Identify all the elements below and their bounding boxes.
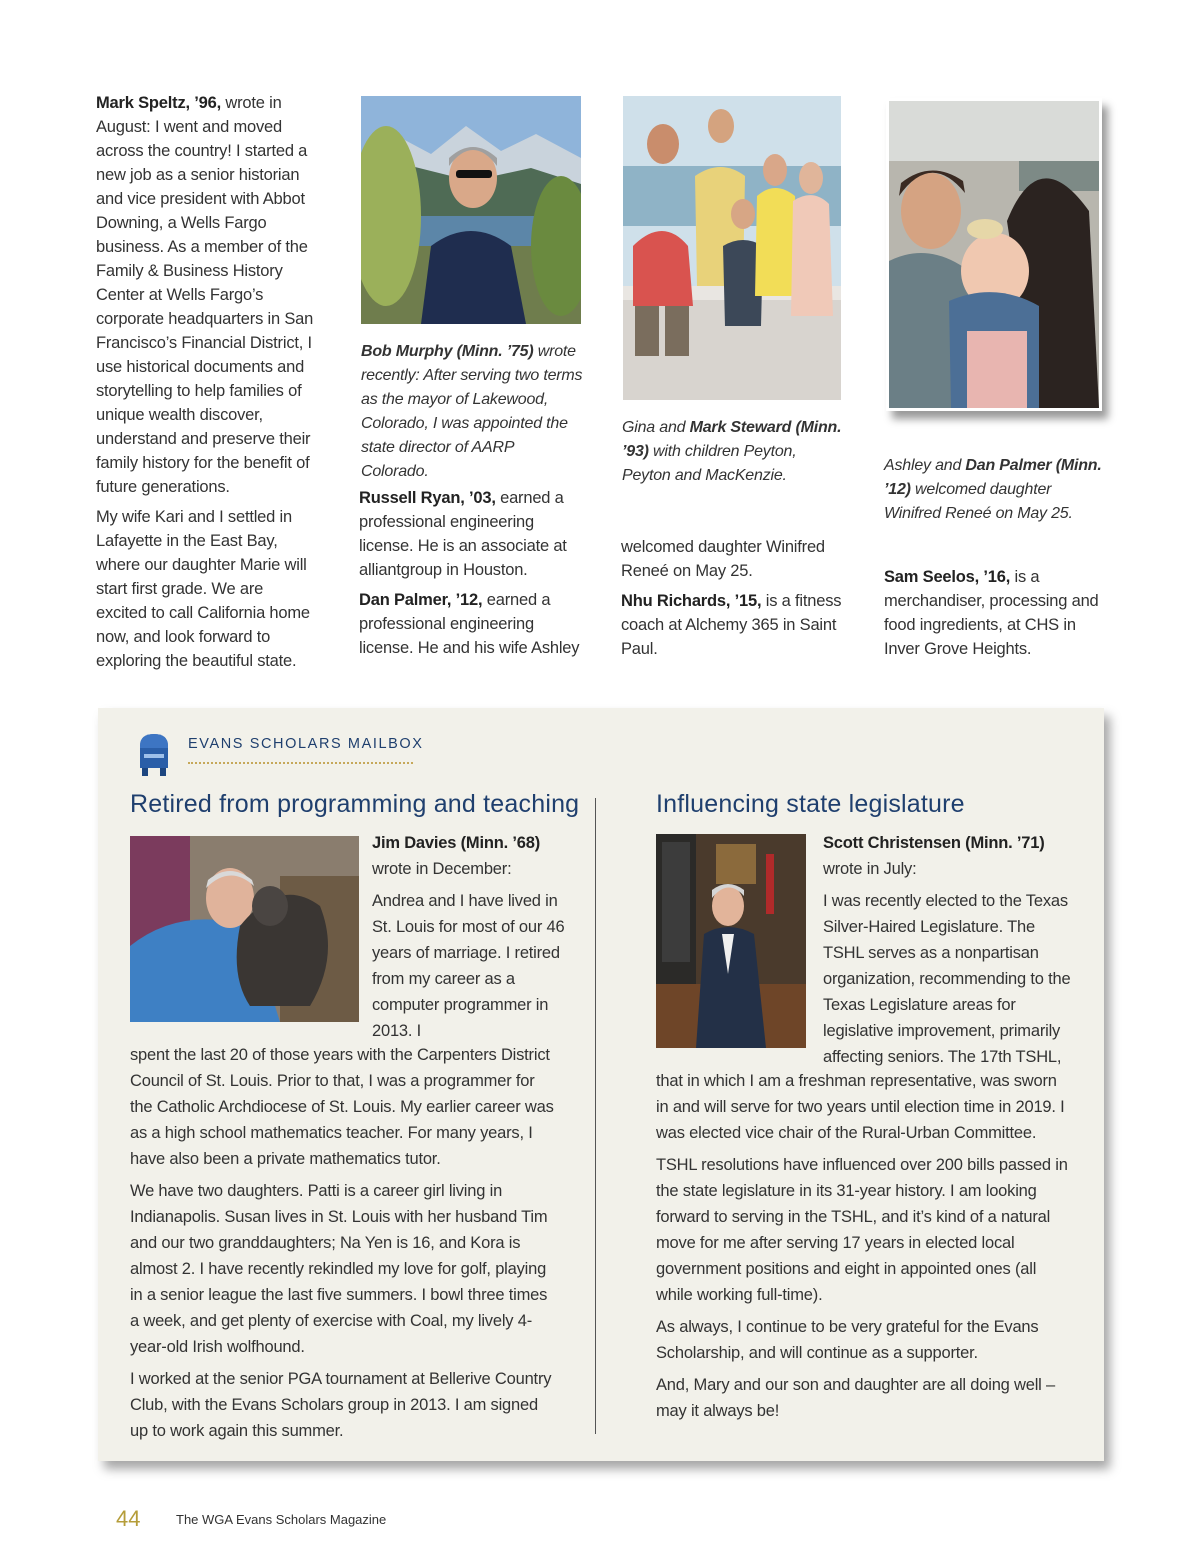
alumni-name: Dan Palmer, ’12, bbox=[359, 591, 483, 609]
caption-text: Gina and bbox=[622, 419, 690, 436]
caption-text: with children Peyton, Peyton and MacKenzie. bbox=[622, 443, 797, 484]
jim-davies-paragraph-1-wrap: Andrea and I have lived in St. Louis for most of our 46 years of marriage. I retired from my career as a computer programmer in 2013. I bbox=[372, 892, 565, 1040]
caption-mark-steward bbox=[622, 416, 844, 488]
alumni-name: Jim Davies (Minn. ’68) bbox=[372, 834, 540, 852]
photo-palmer-family bbox=[886, 98, 1102, 411]
alumni-name: Russell Ryan, ’03, bbox=[359, 489, 496, 507]
caption-text: Ashley and bbox=[884, 457, 966, 474]
scott-christensen-paragraph-3: As always, I continue to be very grateful for the Evans Scholarship, and will continue as a supporter. bbox=[656, 1318, 1039, 1362]
photo-scott-christensen bbox=[656, 834, 806, 1048]
heading-influencing: Influencing state legislature bbox=[656, 790, 965, 818]
photo-jim-davies bbox=[130, 836, 359, 1022]
scott-christensen-byline bbox=[823, 830, 1073, 882]
magazine-title: The WGA Evans Scholars Magazine bbox=[176, 1512, 387, 1527]
mailbox-label: EVANS SCHOLARS MAILBOX bbox=[188, 736, 424, 752]
note-russell-ryan bbox=[359, 486, 581, 582]
scott-christensen-paragraph-4: And, Mary and our son and daughter are all doing well – may it always be! bbox=[656, 1376, 1056, 1420]
jim-davies-paragraph-1: spent the last 20 of those years with the Carpenters District Council of St. Louis. Prior to that, I was a programmer for the Catholic Archdiocese of St. Louis. My earlier career was as a high school mathematics teacher. For many years, I have also been a private mathematics tutor. bbox=[130, 1046, 554, 1168]
alumni-name: Sam Seelos, ’16, bbox=[884, 568, 1011, 586]
scott-christensen-paragraph-1: that in which I am a freshman representative, was sworn in and will serve for two years until election time in 2019. I was elected vice chair of the Rural-Urban Committee. bbox=[656, 1072, 1065, 1142]
byline-text: wrote in December: bbox=[372, 860, 512, 878]
scott-christensen-body bbox=[656, 1068, 1068, 1430]
column-3-notes bbox=[621, 535, 843, 667]
note-text: is a merchandiser, processing and food ingredients, at CHS in Inver Grove Heights. bbox=[884, 568, 1099, 658]
page-number: 44 bbox=[116, 1506, 141, 1531]
mailbox-icon bbox=[136, 732, 172, 781]
mark-speltz-paragraph-1 bbox=[96, 91, 318, 499]
note-sam-seelos bbox=[884, 565, 1106, 661]
scott-christensen-paragraph-1-wrap: I was recently elected to the Texas Silver-Haired Legislature. The TSHL serves as a nonpartisan organization, recommending to the Texas Legislature areas for legislative improvement, primarily affecting seniors. The 17th TSHL, bbox=[823, 892, 1071, 1066]
jim-davies-paragraph-2: We have two daughters. Patti is a career girl living in Indianapolis. Susan lives in St. Louis with her husband Tim and our two granddaughters; Na Yen is 16, and Kora is almost 2. I have recently rekindled my love for golf, playing in a senior league the last five summers. I bowl three times a week, and get plenty of exercise with Coal, my lively 4-year-old Irish wolfhound. bbox=[130, 1182, 548, 1356]
alumni-name: Scott Christensen (Minn. ’71) bbox=[823, 834, 1045, 852]
caption-text: wrote recently: After serving two terms as the mayor of Lakewood, Colorado, I was appointed the state director of AARP Colorado. bbox=[361, 343, 583, 480]
mailbox-label-divider bbox=[188, 762, 413, 764]
mailbox-section bbox=[98, 708, 1104, 1461]
note-nhu-richards bbox=[621, 589, 843, 661]
jim-davies-intro bbox=[372, 830, 572, 1050]
caption-bob-murphy bbox=[361, 340, 583, 484]
jim-davies-paragraph-3: I worked at the senior PGA tournament at Bellerive Country Club, with the Evans Scholars group in 2013. I am signed up to work again this summer. bbox=[130, 1370, 552, 1440]
alumni-name: Mark Steward (Minn. ’93) bbox=[622, 419, 842, 460]
caption-dan-palmer bbox=[884, 454, 1109, 526]
column-4-notes bbox=[884, 565, 1106, 667]
alumni-name: Dan Palmer (Minn. ’12) bbox=[884, 457, 1102, 498]
column-2-notes bbox=[359, 486, 581, 666]
column-divider bbox=[595, 798, 596, 1434]
note-dan-palmer-continued: welcomed daughter Winifred Reneé on May 25. bbox=[621, 538, 825, 580]
note-text: earned a professional engineering license. He is an associate at alliantgroup in Houston. bbox=[359, 489, 567, 579]
note-dan-palmer bbox=[359, 588, 581, 660]
jim-davies-byline bbox=[372, 830, 572, 882]
byline-text: wrote in July: bbox=[823, 860, 917, 878]
alumni-name: Nhu Richards, ’15, bbox=[621, 592, 762, 610]
alumni-name: Mark Speltz, ’96, bbox=[96, 94, 221, 112]
photo-bob-murphy bbox=[361, 96, 581, 324]
caption-text: welcomed daughter Winifred Reneé on May 25. bbox=[884, 481, 1073, 522]
heading-retired: Retired from programming and teaching bbox=[130, 790, 580, 818]
note-text: is a fitness coach at Alchemy 365 in Saint Paul. bbox=[621, 592, 842, 658]
mark-speltz-paragraph-2: My wife Kari and I settled in Lafayette in the East Bay, where our daughter Marie will start first grade. We are excited to call California home now, and look forward to exploring the beautiful state. bbox=[96, 508, 310, 670]
photo-steward-family bbox=[623, 96, 841, 400]
alumni-name: Bob Murphy (Minn. ’75) bbox=[361, 343, 534, 360]
paragraph-text: wrote in August: I went and moved across the country! I started a new job as a senior historian and vice president with Abbot Downing, a Wells Fargo business. As a member of the Family & Business History Center at Wells Fargo’s corporate headquarters in San Francisco’s Financial District, I use historical documents and storytelling to help families of unique wealth discover, understand and preserve their family history for the benefit of future generations. bbox=[96, 94, 314, 496]
scott-christensen-paragraph-2: TSHL resolutions have influenced over 200 bills passed in the state legislature in its 31-year history. I am looking forward to serving in the TSHL, and it’s kind of a natural move for me after serving 17 years in elected local government positions and eight in appointed ones (all while working full-time). bbox=[656, 1156, 1068, 1304]
jim-davies-body bbox=[130, 1042, 558, 1450]
article-mark-speltz bbox=[96, 91, 318, 679]
note-text: earned a professional engineering license. He and his wife Ashley bbox=[359, 591, 580, 657]
scott-christensen-intro bbox=[823, 830, 1073, 1076]
